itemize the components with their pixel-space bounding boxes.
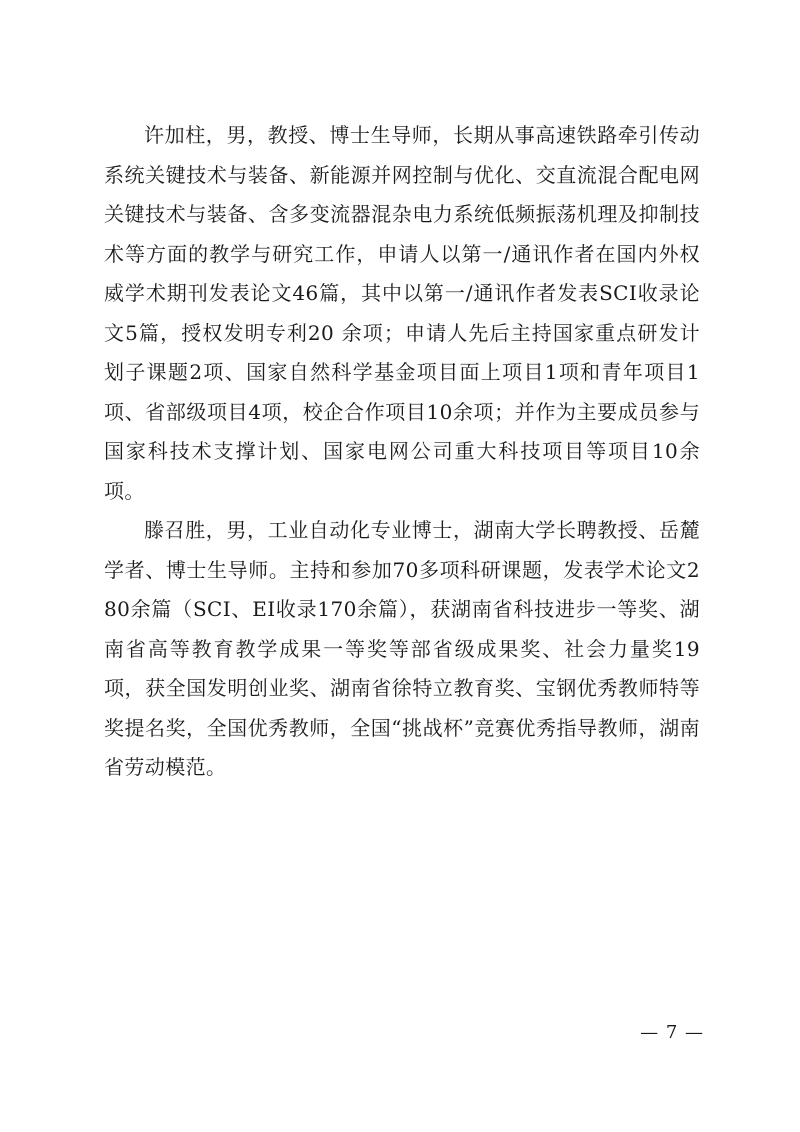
paragraph-teng-zhaosheng: 滕召胜，男，工业自动化专业博士，湖南大学长聘教授、岳麓学者、博士生导师。主持和参加70多项科研课题，发表学术论文280余篇（SCI、EI收录170余篇），获湖南省科技进步一等奖、湖南省高等教育教学成果一等奖等部省级成果奖、社会力量奖19项，获全国发明创业奖、湖南省徐特立教育奖、宝钢优秀教师特等奖提名奖，全国优秀教师，全国“挑战杯”竞赛优秀指导教师，湖南省劳动模范。 <box>104 518 700 779</box>
paragraph-xu-jiazhu: 许加柱，男，教授、博士生导师，长期从事高速铁路牵引传动系统关键技术与装备、新能源并网控制与优化、交直流混合配电网关键技术与装备、含多变流器混杂电力系统低频振荡机理及抑制技术等方面的教学与研究工作，申请人以第一/通讯作者在国内外权威学术期刊发表论文46篇，其中以第一/通讯作者发表SCI收录论文5篇，授权发明专利20 余项；申请人先后主持国家重点研发计划子课题2项、国家自然科学基金项目面上项目1项和青年项目1项、省部级项目4项，校企合作项目10余项；并作为主要成员参与国家科技术支撑计划、国家电网公司重大科技项目等项目10余项。 <box>104 123 700 503</box>
document-body <box>104 116 700 788</box>
page-number: — 7 — <box>640 1022 704 1043</box>
